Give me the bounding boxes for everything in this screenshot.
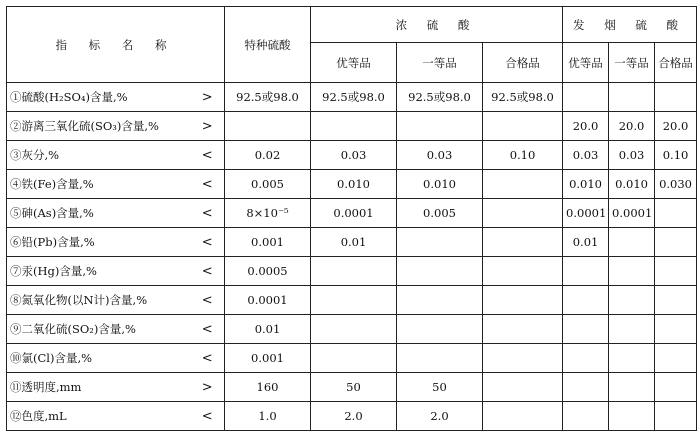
value-conc-first — [397, 228, 483, 257]
value-fuming-premium — [563, 286, 609, 315]
header-fuming-acid: 发 烟 硫 酸 — [563, 7, 697, 43]
value-fuming-qualified: 0.030 — [655, 170, 697, 199]
value-fuming-first — [609, 373, 655, 402]
table-row — [7, 402, 697, 431]
table-row — [7, 228, 697, 257]
value-conc-first: 2.0 — [397, 402, 483, 431]
value-conc-qualified — [483, 286, 563, 315]
header-fuming-grade-qualified: 合格品 — [655, 43, 697, 83]
value-fuming-qualified: 20.0 — [655, 112, 697, 141]
value-fuming-first — [609, 83, 655, 112]
value-conc-premium — [311, 257, 397, 286]
table-row — [7, 141, 697, 170]
value-fuming-premium — [563, 315, 609, 344]
value-special: 160 — [225, 373, 311, 402]
value-conc-premium: 0.0001 — [311, 199, 397, 228]
table-row — [7, 286, 697, 315]
value-conc-qualified — [483, 228, 563, 257]
value-fuming-qualified — [655, 286, 697, 315]
value-conc-premium — [311, 344, 397, 373]
table-row — [7, 315, 697, 344]
value-fuming-premium — [563, 83, 609, 112]
indicator-name: ⑪透明度,mm — [7, 373, 191, 402]
comparison-operator: < — [191, 315, 225, 344]
value-conc-qualified: 0.10 — [483, 141, 563, 170]
value-fuming-qualified — [655, 315, 697, 344]
value-conc-premium: 0.010 — [311, 170, 397, 199]
value-fuming-premium: 0.03 — [563, 141, 609, 170]
comparison-operator: < — [191, 344, 225, 373]
value-conc-premium: 50 — [311, 373, 397, 402]
value-conc-qualified — [483, 315, 563, 344]
value-fuming-qualified — [655, 83, 697, 112]
value-special: 0.02 — [225, 141, 311, 170]
comparison-operator: < — [191, 402, 225, 431]
value-fuming-qualified — [655, 402, 697, 431]
value-conc-premium — [311, 112, 397, 141]
value-conc-premium: 2.0 — [311, 402, 397, 431]
header-special-acid: 特种硫酸 — [225, 7, 311, 83]
value-conc-qualified — [483, 373, 563, 402]
header-conc-grade-premium: 优等品 — [311, 43, 397, 83]
value-special: 0.001 — [225, 228, 311, 257]
indicator-name: ⑤砷(As)含量,% — [7, 199, 191, 228]
value-special: 0.0001 — [225, 286, 311, 315]
value-fuming-qualified: 0.10 — [655, 141, 697, 170]
value-fuming-qualified — [655, 344, 697, 373]
value-conc-qualified — [483, 112, 563, 141]
header-row-groups — [7, 7, 697, 43]
value-fuming-first — [609, 257, 655, 286]
value-fuming-qualified — [655, 199, 697, 228]
table-row — [7, 112, 697, 141]
comparison-operator: < — [191, 199, 225, 228]
indicator-name: ⑫色度,mL — [7, 402, 191, 431]
value-conc-qualified — [483, 402, 563, 431]
value-conc-first: 92.5或98.0 — [397, 83, 483, 112]
value-fuming-premium: 0.01 — [563, 228, 609, 257]
value-fuming-first — [609, 286, 655, 315]
value-conc-first — [397, 315, 483, 344]
header-fuming-grade-first: 一等品 — [609, 43, 655, 83]
comparison-operator: > — [191, 83, 225, 112]
value-conc-premium — [311, 286, 397, 315]
value-fuming-qualified — [655, 373, 697, 402]
comparison-operator: < — [191, 170, 225, 199]
value-fuming-first: 0.03 — [609, 141, 655, 170]
comparison-operator: > — [191, 373, 225, 402]
value-conc-first: 0.03 — [397, 141, 483, 170]
value-conc-premium: 0.03 — [311, 141, 397, 170]
header-conc-grade-qualified: 合格品 — [483, 43, 563, 83]
comparison-operator: < — [191, 228, 225, 257]
value-fuming-premium — [563, 257, 609, 286]
comparison-operator: > — [191, 112, 225, 141]
table-row — [7, 170, 697, 199]
value-conc-premium — [311, 315, 397, 344]
value-special: 0.01 — [225, 315, 311, 344]
table-row — [7, 83, 697, 112]
header-indicator-name: 指 标 名 称 — [7, 7, 225, 83]
value-conc-qualified — [483, 257, 563, 286]
comparison-operator: < — [191, 141, 225, 170]
indicator-name: ⑥铅(Pb)含量,% — [7, 228, 191, 257]
value-conc-first — [397, 257, 483, 286]
value-conc-first — [397, 286, 483, 315]
value-special: 92.5或98.0 — [225, 83, 311, 112]
value-special: 0.005 — [225, 170, 311, 199]
spec-table-body — [7, 83, 697, 431]
header-fuming-grade-premium: 优等品 — [563, 43, 609, 83]
comparison-operator: < — [191, 286, 225, 315]
value-conc-first: 0.010 — [397, 170, 483, 199]
table-row — [7, 373, 697, 402]
value-fuming-first — [609, 344, 655, 373]
table-row — [7, 257, 697, 286]
value-fuming-premium: 0.010 — [563, 170, 609, 199]
indicator-name: ②游离三氧化硫(SO₃)含量,% — [7, 112, 191, 141]
value-fuming-first — [609, 228, 655, 257]
value-fuming-qualified — [655, 228, 697, 257]
value-special — [225, 112, 311, 141]
table-row — [7, 344, 697, 373]
value-fuming-premium — [563, 373, 609, 402]
comparison-operator: < — [191, 257, 225, 286]
table-row — [7, 199, 697, 228]
value-conc-qualified — [483, 170, 563, 199]
indicator-name: ①硫酸(H₂SO₄)含量,% — [7, 83, 191, 112]
value-conc-premium: 92.5或98.0 — [311, 83, 397, 112]
value-conc-qualified — [483, 344, 563, 373]
value-fuming-premium: 20.0 — [563, 112, 609, 141]
indicator-name: ⑨二氧化硫(SO₂)含量,% — [7, 315, 191, 344]
header-concentrated-acid: 浓 硫 酸 — [311, 7, 563, 43]
value-fuming-premium: 0.0001 — [563, 199, 609, 228]
header-conc-grade-first: 一等品 — [397, 43, 483, 83]
indicator-name: ④铁(Fe)含量,% — [7, 170, 191, 199]
value-conc-premium: 0.01 — [311, 228, 397, 257]
value-fuming-first: 20.0 — [609, 112, 655, 141]
value-conc-first — [397, 344, 483, 373]
indicator-name: ⑦汞(Hg)含量,% — [7, 257, 191, 286]
value-fuming-first: 0.0001 — [609, 199, 655, 228]
value-special: 8×10⁻⁵ — [225, 199, 311, 228]
value-fuming-premium — [563, 402, 609, 431]
value-fuming-first — [609, 315, 655, 344]
sulfuric-acid-spec-table — [6, 6, 697, 431]
value-conc-qualified — [483, 199, 563, 228]
value-fuming-first: 0.010 — [609, 170, 655, 199]
indicator-name: ⑩氯(Cl)含量,% — [7, 344, 191, 373]
value-fuming-qualified — [655, 257, 697, 286]
value-conc-first: 50 — [397, 373, 483, 402]
value-conc-qualified: 92.5或98.0 — [483, 83, 563, 112]
value-conc-first — [397, 112, 483, 141]
value-special: 1.0 — [225, 402, 311, 431]
indicator-name: ③灰分,% — [7, 141, 191, 170]
value-special: 0.0005 — [225, 257, 311, 286]
value-fuming-premium — [563, 344, 609, 373]
indicator-name: ⑧氮氧化物(以N计)含量,% — [7, 286, 191, 315]
value-fuming-first — [609, 402, 655, 431]
value-conc-first: 0.005 — [397, 199, 483, 228]
value-special: 0.001 — [225, 344, 311, 373]
